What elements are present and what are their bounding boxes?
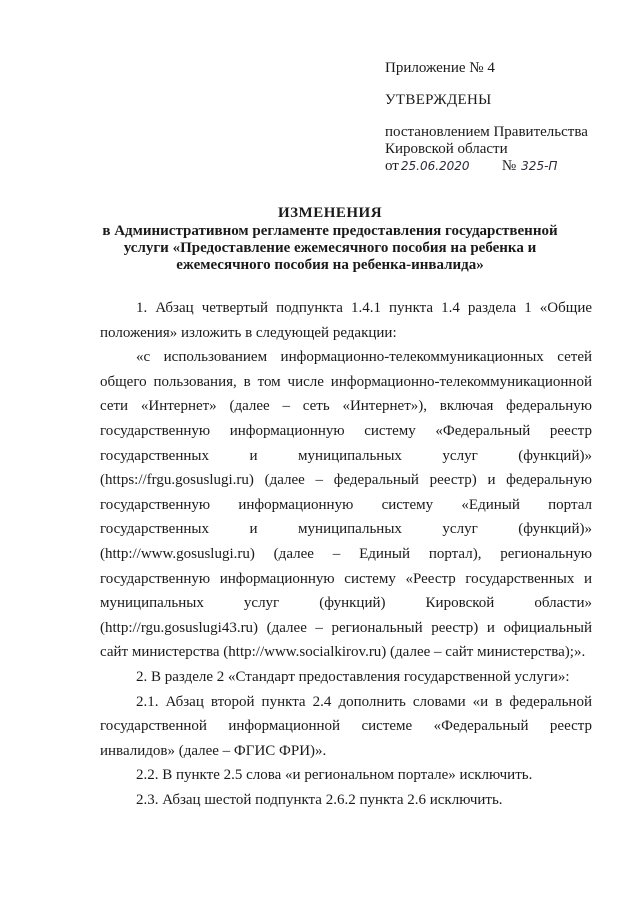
from-label: от <box>385 158 399 174</box>
handwritten-date: 25.06.2020 <box>400 159 470 173</box>
paragraph-2-2: 2.2. В пункте 2.5 слова «и региональном портале» исключить. <box>136 767 533 784</box>
heading-line-2: услуги «Предоставление ежемесячного пособия на ребенка и <box>123 240 537 256</box>
paragraph-2-3: 2.3. Абзац шестой подпункта 2.6.2 пункта 2.6 исключить. <box>136 791 503 808</box>
paragraph-2-1: 2.1. Абзац второй пункта 2.4 дополнить словами «и в федеральной государственной информационной системе «Федеральный реестр инвалидов» (далее – ФГИС ФРИ)». <box>100 693 592 759</box>
heading-title: ИЗМЕНЕНИЯ <box>277 205 383 221</box>
number-sign: № <box>501 158 517 174</box>
approval-line-1: постановлением Правительства <box>385 124 588 140</box>
handwritten-number: 325-П <box>521 159 558 173</box>
heading-line-1: в Административном регламенте предоставления государственной <box>102 223 558 239</box>
document-body <box>100 296 592 812</box>
approval-date-row <box>385 158 625 175</box>
approval-block <box>385 60 625 175</box>
paragraph-1: 1. Абзац четвертый подпункта 1.4.1 пункта 1.4 раздела 1 «Общие положения» изложить в следующей редакции: <box>100 300 592 341</box>
document-heading <box>100 205 560 274</box>
annex-label: Приложение № 4 <box>385 60 495 76</box>
approved-label: УТВЕРЖДЕНЫ <box>385 92 492 108</box>
heading-line-3: ежемесячного пособия на ребенка-инвалида» <box>176 257 484 273</box>
approval-line-2: Кировской области <box>385 141 508 157</box>
paragraph-2: 2. В разделе 2 «Стандарт предоставления государственной услуги»: <box>136 668 570 685</box>
paragraph-quote: «с использованием информационно-телекоммуникационных сетей общего пользования, в том числе информационно-телекоммуникационной сети «Интернет» (далее – сеть «Интернет»), включая федеральную государственную информационную систему «Федеральный реестр государственных и муниципальных услуг (функций)» (https://frgu.gosuslugi.ru) (далее – федеральный реестр) и федеральную государственную информационную систему «Единый портал государственных и муниципальных услуг (функций)» (http://www.gosuslugi.ru) (далее – Единый портал), региональную государственную информационную систему «Реестр государственных и муниципальных услуг (функций) Кировской области» (http://rgu.gosuslugi43.ru) (далее – региональный реестр) и официальный сайт министерства (http://www.socialkirov.ru) (далее – сайт министерства);». <box>100 349 592 661</box>
